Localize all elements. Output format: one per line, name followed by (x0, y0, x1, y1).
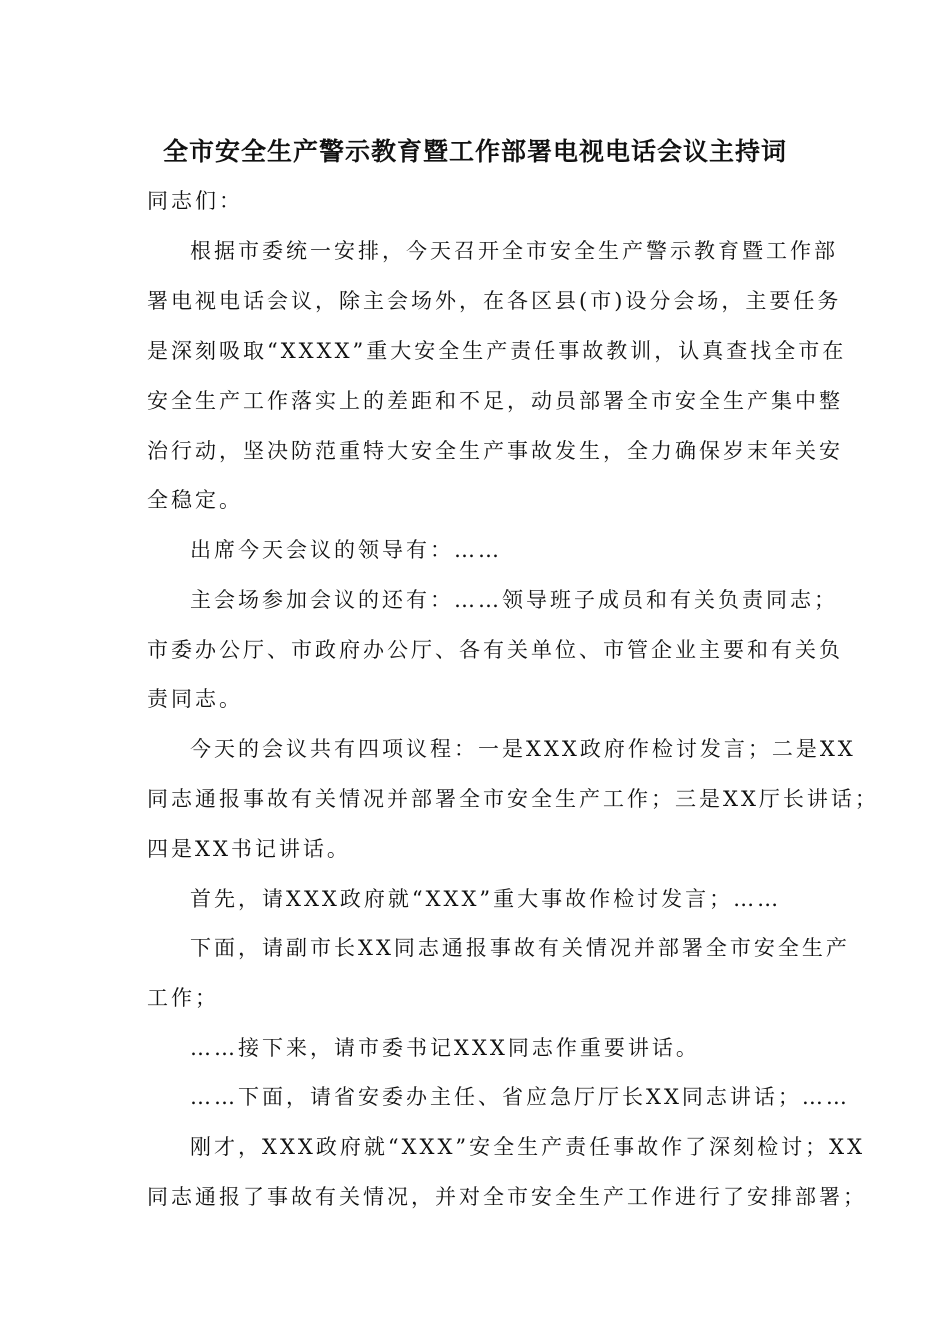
body-line: 全稳定。 (147, 488, 243, 512)
body-line: 市委办公厅、市政府办公厅、各有关单位、市管企业主要和有关负 (147, 638, 843, 662)
body-line: 是深刻吸取“XXXX”重大安全生产责任事故教训，认真查找全市在 (147, 339, 847, 363)
body-line: 首先，请XXX政府就“XXX”重大事故作检讨发言；…… (190, 887, 782, 911)
body-line: 四是XX书记讲话。 (147, 837, 351, 861)
body-line: 治行动，坚决防范重特大安全生产事故发生，全力确保岁末年关安 (147, 439, 843, 463)
body-line: 责同志。 (147, 687, 243, 711)
document-title: 全市安全生产警示教育暨工作部署电视电话会议主持词 (162, 137, 787, 166)
body-line: ……下面，请省安委办主任、省应急厅厅长XX同志讲话；…… (190, 1085, 850, 1109)
body-line: ……接下来，请市委书记XXX同志作重要讲话。 (190, 1036, 700, 1060)
body-line: 主会场参加会议的还有：……领导班子成员和有关负责同志； (190, 588, 838, 612)
body-line: 署电视电话会议，除主会场外，在各区县(市)设分会场，主要任务 (147, 289, 842, 313)
body-line: 工作； (147, 986, 219, 1010)
body-line: 下面，请副市长XX同志通报事故有关情况并部署全市安全生产 (190, 936, 850, 960)
salutation-line: 同志们： (147, 189, 243, 213)
body-line: 刚才，XXX政府就“XXX”安全生产责任事故作了深刻检讨；XX (190, 1135, 866, 1159)
body-line: 安全生产工作落实上的差距和不足，动员部署全市安全生产集中整 (147, 389, 843, 413)
body-line: 今天的会议共有四项议程：一是XXX政府作检讨发言；二是XX (190, 737, 856, 761)
body-line: 同志通报事故有关情况并部署全市安全生产工作；三是XX厅长讲话； (147, 787, 879, 811)
body-line: 同志通报了事故有关情况，并对全市安全生产工作进行了安排部署； (147, 1185, 867, 1209)
body-line: 根据市委统一安排，今天召开全市安全生产警示教育暨工作部 (190, 239, 838, 263)
body-line: 出席今天会议的领导有：…… (190, 538, 502, 562)
